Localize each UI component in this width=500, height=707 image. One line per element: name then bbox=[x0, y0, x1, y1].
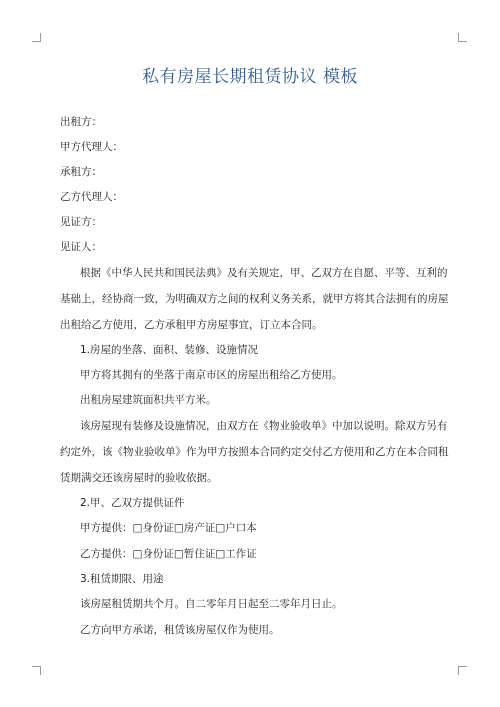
page-corner-mark-bottom-right bbox=[458, 666, 467, 675]
section-2-heading: 2.甲、乙双方提供证件 bbox=[80, 497, 185, 509]
page-corner-mark-top-left bbox=[32, 33, 41, 42]
preamble-line-2: 基础上，经协商一致，为明确双方之间的权利义务关系，就甲方将其合法拥有的房屋 bbox=[60, 293, 449, 305]
section-3-heading: 3.租赁期限、用途 bbox=[80, 573, 164, 585]
section-1-paragraph-3-line-3: 赁期满交还该房屋时的验收依据。 bbox=[60, 472, 218, 484]
witness-party-label: 见证方： bbox=[60, 216, 102, 228]
section-1-paragraph-3-line-2: 约定外，该《物业验收单》作为甲方按照本合同约定交付乙方使用和乙方在本合同租 bbox=[60, 446, 449, 458]
lessor-agent-label: 甲方代理人： bbox=[60, 141, 123, 153]
preamble-line-1: 根据《中华人民共和国民法典》及有关规定，甲、乙双方在自愿、平等、互利的 bbox=[80, 267, 448, 279]
lessor-label: 出租方： bbox=[60, 116, 102, 128]
party-a-documents: 甲方提供：□身份证□房产证□户口本 bbox=[80, 522, 257, 534]
page-corner-mark-top-right bbox=[458, 33, 467, 42]
section-1-heading: 1.房屋的坐落、面积、装修、设施情况 bbox=[80, 344, 259, 356]
preamble-line-3: 出租给乙方使用，乙方承租甲方房屋事宜，订立本合同。 bbox=[60, 319, 323, 331]
section-1-paragraph-3-line-1: 该房屋现有装修及设施情况，由双方在《物业验收单》中加以说明。除双方另有 bbox=[80, 420, 448, 432]
party-b-documents: 乙方提供：□身份证□暂住证□工作证 bbox=[80, 548, 257, 560]
page-corner-mark-bottom-left bbox=[32, 666, 41, 675]
lessee-agent-label: 乙方代理人： bbox=[60, 191, 123, 203]
document-title: 私有房屋长期租赁协议 模板 bbox=[142, 67, 358, 87]
witness-person-label: 见证人： bbox=[60, 241, 102, 253]
lessee-label: 承租方： bbox=[60, 166, 102, 178]
section-3-paragraph-1: 该房屋租赁期共个月。自二零年月日起至二零年月日止。 bbox=[80, 598, 343, 610]
section-1-paragraph-1: 甲方将其拥有的坐落于南京市区的房屋出租给乙方使用。 bbox=[80, 369, 343, 381]
section-3-paragraph-2: 乙方向甲方承诺，租赁该房屋仅作为使用。 bbox=[80, 624, 280, 636]
section-1-paragraph-2: 出租房屋建筑面积共平方米。 bbox=[80, 394, 217, 406]
